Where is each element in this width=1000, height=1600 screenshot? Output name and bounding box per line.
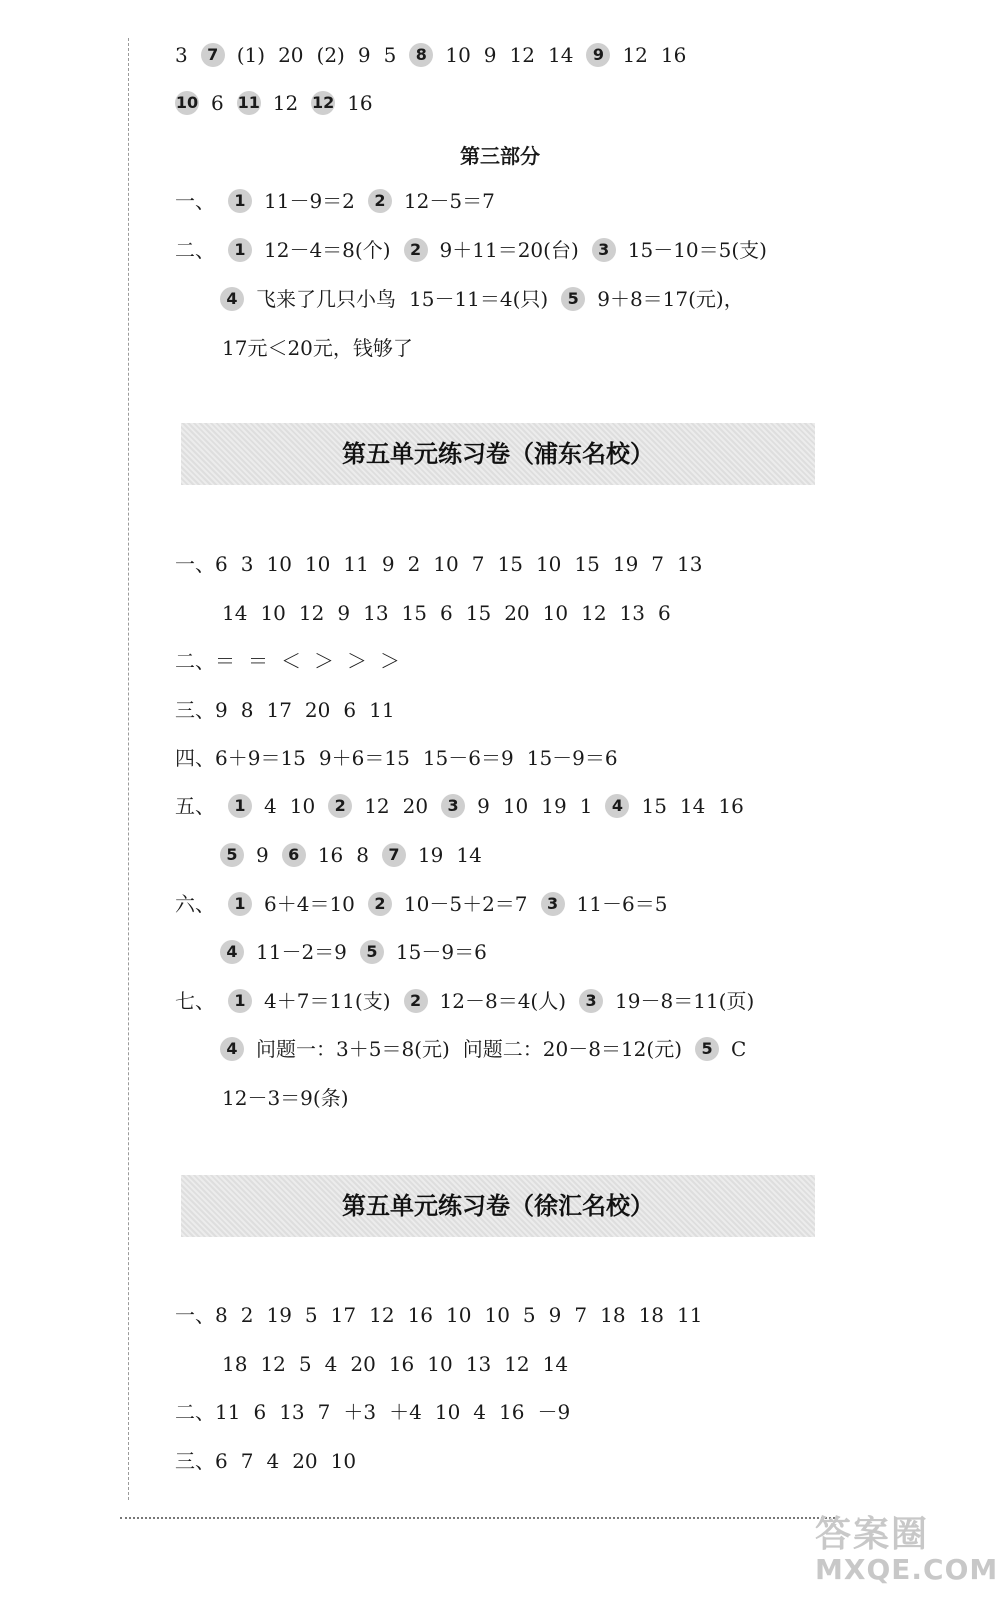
- question-number-badge: 2: [328, 794, 352, 818]
- answer-line: [175, 695, 408, 721]
- answer-value: 10: [433, 551, 459, 576]
- question-number-badge: 3: [592, 238, 616, 262]
- answer-value: 4: [264, 793, 277, 818]
- answer-value: 7: [651, 551, 665, 576]
- answer-value: 11: [343, 551, 369, 576]
- answer-value: 19: [417, 842, 444, 867]
- question-number-badge: 1: [228, 794, 252, 818]
- answer-line: [220, 1034, 759, 1060]
- answer-value: 12: [504, 1351, 530, 1376]
- answer-line: [175, 1397, 583, 1423]
- answer-value: 16: [388, 1351, 415, 1376]
- answer-value: 10: [445, 42, 471, 67]
- answer-value: 10－5＋2＝7: [403, 891, 528, 916]
- answer-value: C: [731, 1036, 747, 1061]
- answer-value: 6: [211, 90, 224, 115]
- question-number-badge: 7: [382, 843, 406, 867]
- answer-value: 10: [535, 551, 562, 576]
- question-number-badge: 9: [586, 43, 610, 67]
- answer-value: 8: [356, 842, 369, 867]
- answer-value: 6: [253, 1399, 267, 1424]
- answer-value: 9: [477, 793, 490, 818]
- question-number-badge: 2: [404, 989, 428, 1013]
- answer-value: 6: [440, 600, 453, 625]
- answer-value: 一、6: [175, 551, 228, 576]
- question-number-badge: 4: [220, 940, 244, 964]
- answer-value: 11－9＝2: [264, 188, 355, 213]
- answer-value: (1): [236, 42, 266, 67]
- answer-value: 9＋6＝15: [318, 745, 410, 770]
- answer-value: 15－11＝4(只): [409, 286, 549, 311]
- answer-value: 20: [402, 793, 429, 818]
- question-number-badge: 4: [220, 1037, 244, 1061]
- answer-value: 四、6＋9＝15: [175, 745, 306, 770]
- answer-value: 16: [347, 90, 373, 115]
- answer-value: 12: [581, 600, 607, 625]
- answer-line: [175, 88, 386, 114]
- answer-value: 20: [304, 697, 331, 722]
- answer-value: 12: [509, 42, 535, 67]
- answer-line: [220, 840, 495, 866]
- answer-value: 8: [240, 697, 254, 722]
- question-number-badge: 2: [368, 189, 392, 213]
- answer-value: 4＋7＝11(支): [264, 988, 391, 1013]
- question-number-badge: 5: [220, 843, 244, 867]
- answer-value: 1: [579, 793, 593, 818]
- answer-value: 二、11: [175, 1399, 241, 1424]
- answer-value: 2: [240, 1302, 254, 1327]
- answer-value: 10: [427, 1351, 453, 1376]
- question-number-badge: 4: [605, 794, 629, 818]
- answer-value: 13: [363, 600, 389, 625]
- answer-value: 2: [407, 551, 421, 576]
- answer-value: 12: [369, 1302, 395, 1327]
- answer-value: 一、8: [175, 1302, 228, 1327]
- answer-value: 17元＜20元，钱够了: [222, 335, 413, 360]
- answer-value: ＋3: [343, 1399, 377, 1424]
- answer-line: [175, 743, 631, 769]
- watermark-logo: [815, 1506, 999, 1596]
- answer-line: [222, 1349, 581, 1375]
- answer-value: 15－9＝6: [526, 745, 618, 770]
- answer-value: 4: [266, 1448, 280, 1473]
- answer-line: [175, 1300, 715, 1326]
- answer-line: [175, 40, 699, 66]
- answer-value: 18: [600, 1302, 626, 1327]
- question-number-badge: 5: [561, 287, 585, 311]
- answer-value: 11: [677, 1302, 703, 1327]
- question-number-badge: 1: [228, 892, 252, 916]
- answer-value: －9: [537, 1399, 571, 1424]
- answer-value: 飞来了几只小鸟: [256, 286, 396, 311]
- answer-value: 16: [718, 793, 744, 818]
- answer-value: 二、: [175, 237, 215, 262]
- answer-value: 10: [446, 1302, 472, 1327]
- answer-value: (2): [316, 42, 345, 67]
- answer-value: 16: [499, 1399, 525, 1424]
- answer-value: 13: [279, 1399, 305, 1424]
- question-number-badge: 2: [368, 892, 392, 916]
- answer-value: 15: [401, 600, 427, 625]
- question-number-badge: 3: [541, 892, 565, 916]
- answer-value: 5: [298, 1351, 312, 1376]
- question-number-badge: 1: [228, 238, 252, 262]
- answer-line: [222, 598, 684, 624]
- question-number-badge: 4: [220, 287, 244, 311]
- answer-line: [175, 235, 780, 261]
- answer-value: 9＋8＝17(元)，: [597, 286, 744, 311]
- answer-value: ＞: [347, 648, 367, 673]
- answer-value: 6＋4＝10: [264, 891, 355, 916]
- answer-value: 5: [383, 42, 397, 67]
- question-number-badge: 1: [228, 189, 252, 213]
- answer-value: ＝: [248, 648, 268, 673]
- answer-value: 6: [658, 600, 671, 625]
- answer-value: 10: [260, 600, 286, 625]
- answer-line: [220, 284, 757, 310]
- answer-value: 5: [522, 1302, 536, 1327]
- question-number-badge: 10: [175, 91, 199, 115]
- answer-value: 9: [548, 1302, 562, 1327]
- answer-value: 20: [504, 600, 530, 625]
- margin-line: [128, 38, 129, 1500]
- answer-value: 9: [483, 42, 497, 67]
- answer-value: 19: [541, 793, 567, 818]
- answer-value: 19－8＝11(页): [615, 988, 755, 1013]
- answer-value: 12: [272, 90, 299, 115]
- question-number-badge: 7: [201, 43, 225, 67]
- answer-value: 15: [574, 551, 600, 576]
- answer-line: [175, 1446, 369, 1472]
- answer-line: [175, 889, 680, 915]
- answer-value: 14: [547, 42, 574, 67]
- answer-value: 二、＝: [175, 648, 235, 673]
- answer-value: 14: [542, 1351, 569, 1376]
- answer-value: 10: [330, 1448, 357, 1473]
- answer-value: 14: [679, 793, 706, 818]
- answer-line: [175, 646, 413, 672]
- watermark-title: 答案圈: [815, 1514, 930, 1555]
- answer-value: 三、9: [175, 697, 228, 722]
- question-number-badge: 5: [695, 1037, 719, 1061]
- answer-value: 12: [298, 600, 325, 625]
- footer-divider: [120, 1517, 835, 1519]
- answer-value: 7: [240, 1448, 254, 1473]
- answer-value: 4: [473, 1399, 487, 1424]
- answer-value: 10: [502, 793, 529, 818]
- answer-value: 15－10＝5(支): [627, 237, 767, 262]
- answer-line: [220, 937, 500, 963]
- answer-value: 10: [542, 600, 569, 625]
- answer-value: ＞: [314, 648, 334, 673]
- answer-value: 10: [304, 551, 331, 576]
- answer-value: 10: [266, 551, 292, 576]
- question-number-badge: 11: [237, 91, 261, 115]
- answer-value: 12－4＝8(个): [264, 237, 391, 262]
- answer-value: 5: [304, 1302, 318, 1327]
- question-number-badge: 12: [311, 91, 335, 115]
- answer-value: 13: [677, 551, 703, 576]
- answer-value: 4: [324, 1351, 338, 1376]
- question-number-badge: 6: [282, 843, 306, 867]
- section-subheading: 第三部分: [460, 144, 540, 168]
- answer-value: 17: [266, 697, 292, 722]
- answer-value: 15－9＝6: [395, 939, 487, 964]
- answer-value: 20: [278, 42, 304, 67]
- answer-line: [222, 1083, 362, 1109]
- answer-value: ＋4: [389, 1399, 422, 1424]
- question-number-badge: 3: [441, 794, 465, 818]
- answer-line: [222, 333, 426, 359]
- answer-value: 16: [407, 1302, 434, 1327]
- answer-value: 10: [434, 1399, 461, 1424]
- question-number-badge: 1: [228, 989, 252, 1013]
- answer-value: 12－3＝9(条): [222, 1085, 349, 1110]
- answer-value: 9＋11＝20(台): [439, 237, 579, 262]
- answer-line: [175, 549, 715, 575]
- watermark-url: MXQE.COM: [815, 1553, 999, 1586]
- answer-value: 15: [641, 793, 667, 818]
- answer-value: 10: [484, 1302, 510, 1327]
- answer-value: 20: [292, 1448, 318, 1473]
- answer-value: 12: [260, 1351, 286, 1376]
- answer-value: 17: [330, 1302, 357, 1327]
- answer-line: [175, 186, 508, 212]
- answer-value: 12: [622, 42, 648, 67]
- question-number-badge: 5: [360, 940, 384, 964]
- question-number-badge: 2: [404, 238, 428, 262]
- answer-value: 七、: [175, 988, 215, 1013]
- answer-value: 一、: [175, 188, 215, 213]
- answer-value: 7: [471, 551, 485, 576]
- answer-value: 五、: [175, 793, 215, 818]
- answer-value: 六、: [175, 891, 215, 916]
- answer-value: 三、6: [175, 1448, 228, 1473]
- answer-value: ＜: [281, 648, 301, 673]
- answer-value: 12－8＝4(人): [439, 988, 567, 1013]
- answer-value: 15: [465, 600, 492, 625]
- answer-value: 11－6＝5: [576, 891, 668, 916]
- answer-value: 14: [222, 600, 248, 625]
- answer-value: 9: [381, 551, 395, 576]
- answer-value: 6: [343, 697, 357, 722]
- answer-value: 11: [369, 697, 395, 722]
- answer-value: 9: [357, 42, 371, 67]
- answer-value: ＞: [380, 648, 400, 673]
- section-banner-xuhui: 第五单元练习卷（徐汇名校）: [181, 1175, 815, 1237]
- question-number-badge: 3: [579, 989, 603, 1013]
- answer-value: 19: [612, 551, 639, 576]
- answer-line: [175, 986, 767, 1012]
- answer-value: 12－5＝7: [403, 188, 495, 213]
- answer-value: 16: [660, 42, 687, 67]
- answer-value: 13: [619, 600, 645, 625]
- answer-value: 问题二：20－8＝12(元): [462, 1036, 683, 1061]
- answer-value: 18: [222, 1351, 248, 1376]
- answer-value: 7: [574, 1302, 588, 1327]
- answer-value: 10: [289, 793, 316, 818]
- answer-value: 3: [240, 551, 254, 576]
- answer-value: 3: [175, 42, 188, 67]
- answer-value: 9: [337, 600, 351, 625]
- answer-value: 14: [456, 842, 482, 867]
- answer-value: 11－2＝9: [256, 939, 347, 964]
- answer-value: 15－6＝9: [422, 745, 514, 770]
- answer-value: 13: [465, 1351, 492, 1376]
- answer-line: [175, 791, 757, 817]
- answer-value: 9: [256, 842, 269, 867]
- answer-value: 16: [317, 842, 344, 867]
- answer-value: 7: [317, 1399, 331, 1424]
- answer-value: 问题一：3＋5＝8(元): [256, 1036, 450, 1061]
- answer-value: 20: [350, 1351, 376, 1376]
- question-number-badge: 8: [409, 43, 433, 67]
- answer-value: 15: [497, 551, 523, 576]
- answer-value: 18: [638, 1302, 665, 1327]
- answer-value: 19: [266, 1302, 292, 1327]
- section-banner-pudong: 第五单元练习卷（浦东名校）: [181, 423, 815, 485]
- answer-value: 12: [364, 793, 390, 818]
